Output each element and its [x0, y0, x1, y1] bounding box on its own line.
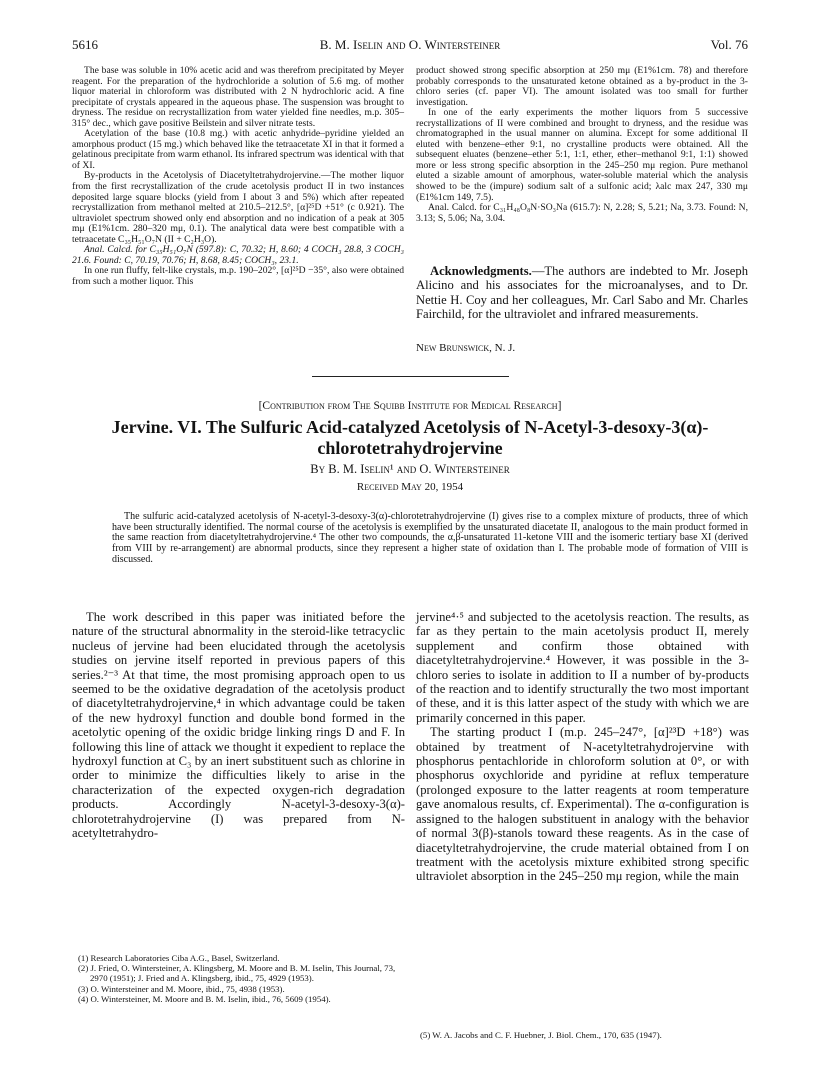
paragraph: The base was soluble in 10% acetic acid and was therefrom precipitated by Meyer reagent. For the preparation of the hydrochloride a solution of 5.6 mg. of mother liquor material in chloroform was distributed with 2 N hydrochloric acid. A fine precipitate of crystals appeared in the aqueous phase. The suspension was brought to dryness. The residue on recrystallization from water yielded fine needles, m.p. 305–315° dec., which gave positive Beilstein and silver nitrate tests. — [72, 65, 404, 129]
volume-label: Vol. 76 — [710, 37, 748, 52]
abstract — [112, 512, 748, 566]
footnote: (1) Research Laboratories Ciba A.G., Basel, Switzerland. — [78, 953, 280, 963]
paragraph: The starting product I (m.p. 245–247°, [α]²³D +18°) was obtained by treatment of N-acetyltetrahydrojervine with phosphorus pentachloride in chloroform solution at 0°, or with phosphorus oxychloride and pyridine at reflux temperature (prolonged exposure to the latter reagents at room temperature gave anomalous results, cf. Experimental). The α-configuration is assigned to the halogen substituent in analogy with the behavior of normal 3(β)-stanols toward these reagents. As in the case of diacetyltetrahydrojervine, the crude material obtained from I on treatment with the acetolysis mixture exhibited strong specific ultraviolet absorption in the 245–250 mμ region, while the main — [416, 725, 749, 884]
paragraph: Anal. Calcd. for C₃₅H₅₁O₇N (597.8): C, 70.32; H, 8.60; 4 COCH₃ 28.8, 3 COCH₃ 21.6. Found: C, 70.19, 70.76; H, 8.68, 8.45; COCH₃, 23.1. — [72, 244, 404, 266]
footnote: (5) W. A. Jacobs and C. F. Huebner, J. Biol. Chem., 170, 635 (1947). — [420, 1030, 662, 1040]
top-left-column — [72, 66, 404, 287]
acknowledgments-heading: Acknowledgments. — [430, 264, 532, 278]
section-divider — [312, 376, 509, 377]
running-title: B. M. Iselin and O. Wintersteiner — [319, 37, 501, 52]
footnote: (3) O. Wintersteiner and M. Moore, ibid., 75, 4938 (1953). — [78, 983, 285, 994]
footnotes-left — [78, 953, 404, 1004]
acknowledgments-text: —The authors are indebted to Mr. Joseph Alicino and his associates for the microanalyses, and to Dr. Nettie H. Coy and her colleagues, Mr. Carl Sabo and Mr. Charles Fairchild, for the ultraviolet and infrared measurements. — [416, 264, 748, 322]
contribution-line: [Contribution from The Squibb Institute for Medical Research] — [258, 400, 562, 412]
paragraph: product showed strong specific absorption at 250 mμ (E1%1cm. 78) and therefore probably corresponds to the unsaturated ketone obtained as a by-product in the 3-chloro series (cf. paper VI). The amount isolated was too small for further investigation. — [416, 65, 748, 108]
acknowledgments — [416, 264, 748, 322]
location: New Brunswick, N. J. — [416, 342, 516, 354]
article-title: Jervine. VI. The Sulfuric Acid-catalyzed Acetolysis of N-Acetyl-3-desoxy-3(α)-chlorotetrahydrojervine — [111, 417, 709, 458]
paragraph: jervine⁴·⁵ and subjected to the acetolysis reaction. The results, as far as they pertain to the main acetolysis product II, merely supplement and confirm those obtained with diacetyltetrahydrojervine.⁴ However, it was possible in the 3-chloro series to isolate in addition to II a number of by-products of the reaction and to identify structurally the two most important of these, and it is this latter aspect of the study with which we are primarily concerned in this paper. — [416, 610, 749, 725]
paragraph: In one of the early experiments the mother liquors from 5 successive recrystallizations of II were combined and brought to dryness, and the residue was chromatographed in the usual manner on alumina. Except for some additional II eluted with benzene–ether 9:1, no crystalline products were obtained. All the subsequent eluates (benzene–ether 5:1, 1:1, ether, ether–methanol 9:1, 1:1) showed more or less strong specific absorption in the 245–250 mμ region. Pure methanol eluted a sizable amount of amorphous, water-soluble material which the analysis showed to be the (impure) sodium salt of a sulfonic acid; λalc max 247, 330 mμ (E1%1cm 149, 7.5). — [416, 107, 748, 203]
paragraph: In one run fluffy, felt-like crystals, m.p. 190–202°, [α]²⁵D −35°, also were obtained from such a mother liquor. This — [72, 265, 404, 287]
body-left-column — [72, 610, 405, 841]
paragraph: Acetylation of the base (10.8 mg.) with acetic anhydride–pyridine yielded an amorphous product (15 mg.) which behaved like the tetraacetate XI in that it formed a gelatinous precipitate from warm ethanol. Its infrared spectrum was identical with that of XI. — [72, 128, 404, 171]
footnote: (2) J. Fried, O. Wintersteiner, A. Klingsberg, M. Moore and B. M. Iselin, This Journal, 73, 2970 (1951); J. Fried and A. Klingsberg, ibid., 75, 4929 (1953). — [78, 963, 396, 984]
paragraph: By-products in the Acetolysis of Diacetyltetrahydrojervine.—The mother liquor from the first recrystallization of the crude acetolysis product II in two instances deposited large square blocks (yield from I about 3 and 5%) which after repeated recrystallization from methanol melted at 210.5–212.5°, [α]²⁵D +51° (c 0.921). The ultraviolet spectrum showed only end absorption and no indication of a peak at 305 mμ (E1%1cm. 280–320 mμ, 0.1). The analytical data were best compatible with a tetraacetate C₃₅H₅₁O₇N (II + C₂H₃O). — [72, 170, 404, 245]
footnote: (4) O. Wintersteiner, M. Moore and B. M. Iselin, ibid., 76, 5609 (1954). — [78, 993, 331, 1004]
footnotes-right — [420, 1030, 750, 1040]
abstract-text: The sulfuric acid-catalyzed acetolysis of N-acetyl-3-desoxy-3(α)-chlorotetrahydrojervine (I) gives rise to a complex mixture of products, three of which have been structurally identified. The normal course of the acetolysis is exemplified by the unsaturated diacetate II, analogous to the main product formed in the same reaction from diacetyltetrahydrojervine.⁴ The other two compounds, the α,β-unsaturated 11-ketone VIII and the isomeric tertiary base XI (derived from VIII by re-arrangement) are abnormal products, since they represent a higher state of oxidation than I. The probable mode of formation of VIII is discussed. — [112, 511, 748, 565]
top-right-column — [416, 66, 748, 224]
body-right-column — [416, 610, 749, 884]
page-number: 5616 — [72, 37, 98, 52]
authors: By B. M. Iselin¹ and O. Wintersteiner — [310, 462, 510, 476]
paragraph: Anal. Calcd. for C₃₁H₄₈O₈N·SO₃Na (615.7): N, 2.28; S, 5.21; Na, 3.73. Found: N, 3.13; S, 5.06; Na, 3.04. — [416, 202, 748, 224]
received-date: Received May 20, 1954 — [356, 481, 464, 493]
paragraph: The work described in this paper was initiated before the nature of the structural abnormality in the steroid-like tetracyclic nucleus of jervine had been elucidated through the acetolysis studies on jervine itself reported in previous papers of this series.²⁻³ At that time, the most promising approach open to us seemed to be the oxidative degradation of the acetolysis product of diacetyltetrahydrojervine,⁴ in which advantage could be taken of the new hydroxyl function and double bond formed in the acetolytic opening of the oxidic bridge linking rings D and F. In following this line of attack we thought it expedient to replace the hydroxyl function at C₃ by an inert substituent such as chlorine in order to minimize the difficulties likely to arise in the characterization of the expected oxygen-rich degradation products. Accordingly N-acetyl-3-desoxy-3(α)-chlorotetrahydrojervine (I) was prepared from N-acetyltetrahydro- — [72, 610, 405, 841]
